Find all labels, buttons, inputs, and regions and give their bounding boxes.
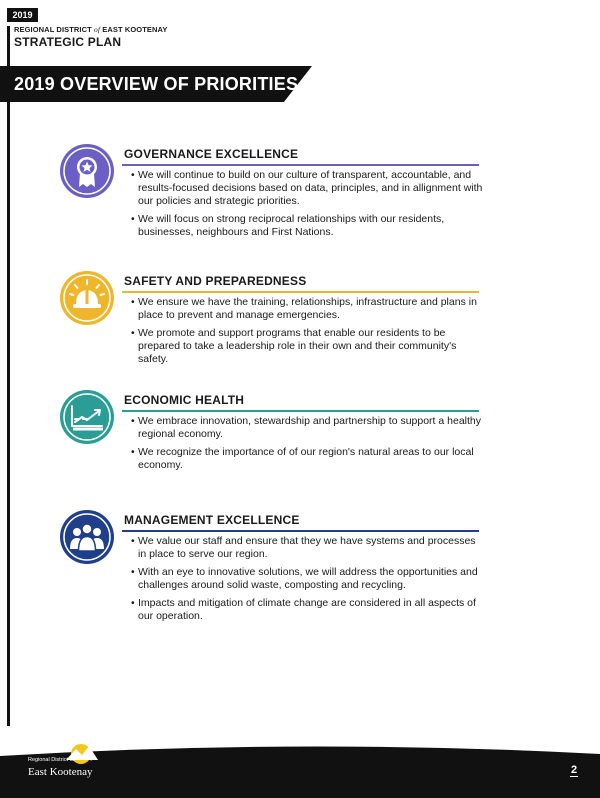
section-divider: [122, 291, 479, 293]
bullet-list: [138, 169, 483, 244]
org-name: [14, 25, 167, 34]
section-title: ECONOMIC HEALTH: [124, 393, 245, 407]
bullet-item: • We embrace innovation, stewardship and partnership to support a healthy regional economy.: [138, 415, 483, 441]
bullet-list: [138, 535, 483, 628]
award-ribbon-icon: [59, 143, 115, 199]
bullet-item: • We value our staff and ensure that they we have systems and processes in place to serve our region.: [138, 535, 483, 561]
bullet-item: • With an eye to innovative solutions, we will address the opportunities and challenges around solid waste, composting and recycling.: [138, 566, 483, 592]
bullet-item: • We ensure we have the training, relationships, infrastructure and plans in place to prevent and manage emergencies.: [138, 296, 483, 322]
section-divider: [122, 410, 479, 412]
section-economic: [59, 389, 482, 489]
org-prefix: REGIONAL DISTRICT: [14, 25, 92, 34]
page-number: 2: [571, 764, 578, 776]
bullet-item: • Impacts and mitigation of climate change are considered in all aspects of our operation.: [138, 597, 483, 623]
bullet-list: [138, 296, 483, 371]
section-title: SAFETY AND PREPAREDNESS: [124, 274, 307, 288]
bullet-item: • We recognize the importance of of our region's natural areas to our local economy.: [138, 446, 483, 472]
bullet-item: • We promote and support programs that enable our residents to be prepared to take a leadership role in their own and their community's safety.: [138, 327, 483, 366]
section-title: GOVERNANCE EXCELLENCE: [124, 147, 299, 161]
team-icon: [59, 509, 115, 565]
logo-name-text: East Kootenay: [28, 766, 93, 778]
section-title: MANAGEMENT EXCELLENCE: [124, 513, 300, 527]
page-title: 2019 OVERVIEW OF PRIORITIES: [14, 74, 299, 94]
growth-chart-icon: [59, 389, 115, 445]
year-tab: 2019: [7, 8, 38, 22]
bullet-item: • We will focus on strong reciprocal relationships with our residents, businesses, neighbours and First Nations.: [138, 213, 483, 239]
org-suffix: EAST KOOTENAY: [102, 25, 168, 34]
document-title: STRATEGIC PLAN: [14, 35, 122, 49]
left-margin-rule: [7, 26, 10, 726]
section-management: [59, 509, 479, 639]
section-governance: [59, 143, 483, 253]
logo-small-text: Regional District of: [28, 757, 75, 763]
section-divider: [122, 164, 479, 166]
section-safety: [59, 270, 479, 380]
hard-hat-icon: [59, 270, 115, 326]
section-divider: [122, 530, 479, 532]
bullet-list: [138, 415, 483, 477]
bullet-item: • We will continue to build on our culture of transparent, accountable, and results-focused decisions based on data, principles, and in allignment with our policies and strategic priorities.: [138, 169, 483, 208]
org-of: of: [94, 25, 101, 34]
